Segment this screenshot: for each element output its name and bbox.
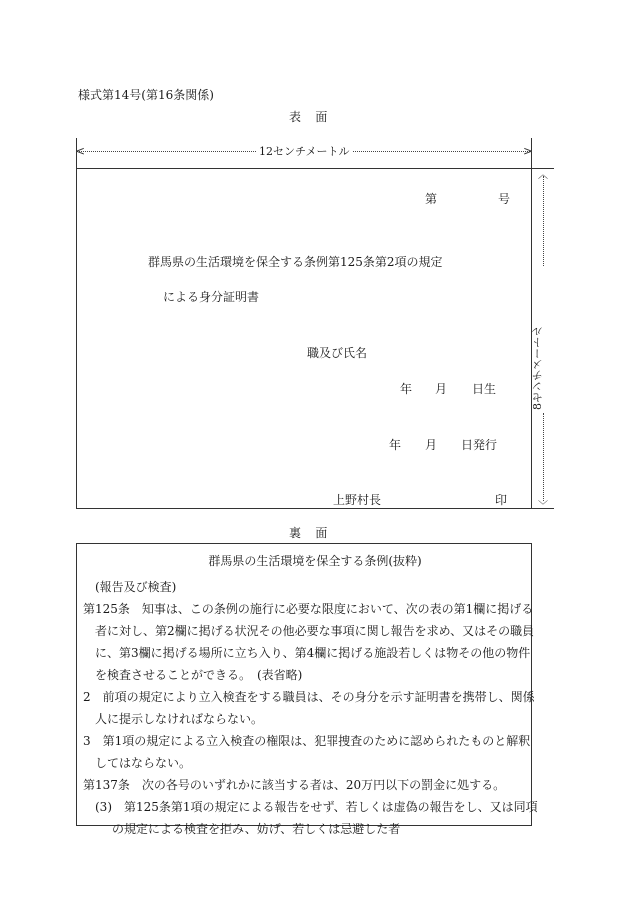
width-label: 12センチメートル [259,145,350,158]
article-125-para3-line-1: 3 第1項の規定による立入検査の権限は、犯罪捜査のために認められたものと解釈 [83,734,531,748]
article-137-item3-line-2: の規定による検査を拒み、妨げ、若しくは忌避した者 [112,822,401,836]
issue-day-label: 日発行 [461,438,498,452]
issue-month-label: 月 [425,438,438,452]
article-heading: (報告及び検査) [95,580,177,594]
arrow-down-icon: ﹀ [538,501,548,512]
card-title-line-1: 群馬県の生活環境を保全する条例第125条第2項の規定 [148,255,443,269]
issuer-label: 上野村長 [333,493,382,507]
article-125-line-4: を検査させることができる。 (表省略) [95,668,303,682]
height-label: 8センチメートル [531,326,544,410]
name-label: 職及び氏名 [307,346,368,360]
arrow-right-icon: > [522,144,533,158]
front-heading: 表 面 [289,110,329,124]
arrow-up-icon: ︿ [538,170,548,181]
form-number: 様式第14号(第16条関係) [78,88,214,102]
article-125-line-3: に、第3欄に掲げる場所に立ち入り、第4欄に掲げる施設若しくは物その他の物件 [95,646,531,660]
article-125-line-1: 第125条 知事は、この条例の施行に必要な限度において、次の表の第1欄に掲げる [83,602,534,616]
height-line-bottom [543,413,544,501]
article-125-para2-line-2: 人に提示しなければならない。 [95,712,264,726]
card-number-label: 第 [425,192,438,206]
seal-label: 印 [495,493,508,507]
birth-year-label: 年 [400,382,413,396]
width-dimension [76,141,532,161]
birth-month-label: 月 [435,382,448,396]
back-title: 群馬県の生活環境を保全する条例(抜粋) [208,554,422,568]
height-line-top [543,176,544,266]
article-125-line-2: 者に対し、第2欄に掲げる状況その他必要な事項に関し報告を求め、又はその職員 [95,624,535,638]
id-card-front [76,168,532,509]
article-125-para2-line-1: 2 前項の規定により立入検査をする職員は、その身分を示す証明書を携帯し、関係 [83,690,535,704]
arrow-left-icon: < [75,144,86,158]
card-title-line-2: による身分証明書 [163,290,260,304]
card-number-suffix: 号 [498,192,511,206]
article-125-para3-line-2: してはならない。 [95,756,192,770]
birth-day-label: 日生 [472,382,497,396]
article-137-item3-line-1: (3) 第125条第1項の規定による報告をせず、若しくは虚偽の報告をし、又は同項 [95,800,538,814]
back-heading: 裏 面 [289,526,329,540]
issue-year-label: 年 [389,438,402,452]
article-137-line: 第137条 次の各号のいずれかに該当する者は、20万円以下の罰金に処する。 [83,778,506,792]
